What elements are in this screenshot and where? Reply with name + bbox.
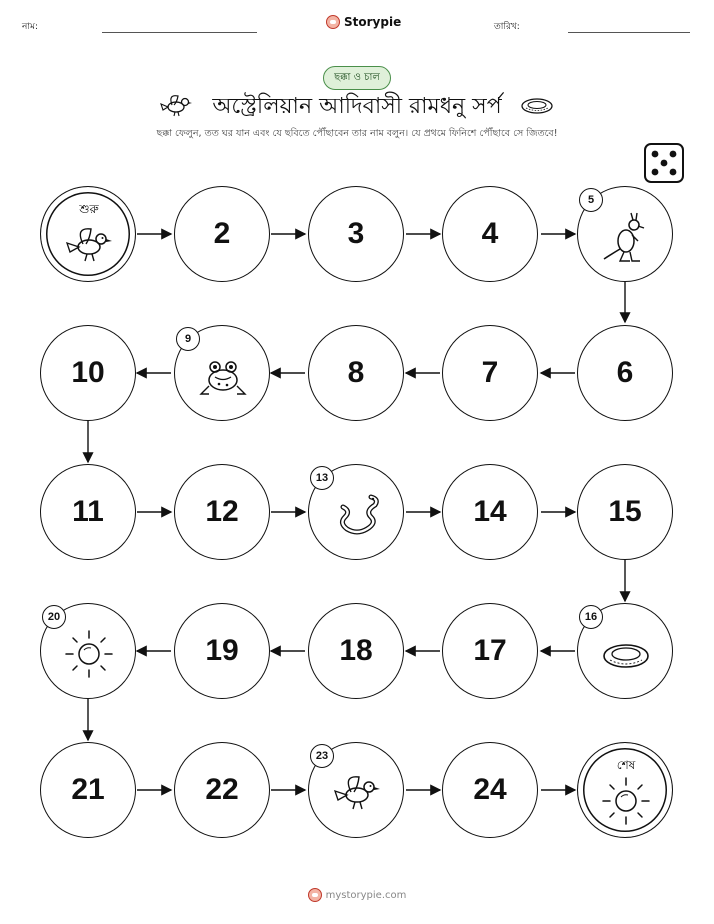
bird-icon [331, 767, 383, 819]
space-number: 21 [71, 773, 105, 806]
logo-text: Storypie [344, 15, 402, 29]
game-type-badge: ছক্কা ও চাল [323, 66, 391, 90]
board-space-7[interactable] [442, 325, 538, 421]
board-space-12[interactable] [174, 464, 270, 560]
sun-icon [600, 775, 652, 827]
start-label: শুরু [79, 202, 99, 216]
name-label: নাম: [22, 22, 39, 32]
instructions: ছক্কা ফেলুন, তত ঘর যান এবং যে ছবিতে পৌঁছাবেন তার নাম বলুন। যে প্রথমে ফিনিশে পৌঁছাবে সে জিতবে! [156, 128, 558, 139]
space-number: 6 [616, 356, 634, 389]
start-space[interactable] [40, 186, 136, 282]
space-number: 19 [205, 634, 239, 667]
space-number-tag: 20 [42, 605, 66, 629]
footer [0, 888, 714, 902]
board-space-3[interactable] [308, 186, 404, 282]
space-number-tag: 16 [579, 605, 603, 629]
space-number-tag: 23 [310, 744, 334, 768]
space-number: 2 [213, 217, 231, 250]
footer-logo-icon [308, 888, 322, 902]
board-space-15[interactable] [577, 464, 673, 560]
board-space-14[interactable] [442, 464, 538, 560]
board-space-4[interactable] [442, 186, 538, 282]
bird-icon [63, 219, 115, 271]
space-number: 22 [205, 773, 239, 806]
space-number: 3 [347, 217, 365, 250]
board-space-8[interactable] [308, 325, 404, 421]
space-number: 4 [481, 217, 499, 250]
sun-icon [63, 628, 115, 680]
board-space-22[interactable] [174, 742, 270, 838]
space-number: 15 [608, 495, 642, 528]
frog-icon [197, 350, 249, 402]
space-number: 17 [473, 634, 507, 667]
space-number-tag: 13 [310, 466, 334, 490]
space-number: 8 [347, 356, 365, 389]
space-number: 18 [339, 634, 373, 667]
board-space-19[interactable] [174, 603, 270, 699]
space-number-tag: 9 [176, 327, 200, 351]
waterhole-icon [600, 628, 652, 680]
finish-space[interactable] [577, 742, 673, 838]
board-space-24[interactable] [442, 742, 538, 838]
board-space-10[interactable] [40, 325, 136, 421]
snake-icon [331, 489, 383, 541]
date-label: তারিখ: [494, 22, 520, 32]
board-space-17[interactable] [442, 603, 538, 699]
board-space-11[interactable] [40, 464, 136, 560]
space-number-tag: 5 [579, 188, 603, 212]
board-space-2[interactable] [174, 186, 270, 282]
board-space-6[interactable] [577, 325, 673, 421]
kangaroo-icon [600, 211, 652, 263]
board-space-21[interactable] [40, 742, 136, 838]
space-number: 7 [481, 356, 499, 389]
footer-url[interactable]: mystorypie.com [325, 889, 407, 901]
space-number: 24 [473, 773, 507, 806]
space-number: 10 [71, 356, 105, 389]
space-number: 11 [72, 495, 104, 528]
space-number: 12 [205, 495, 239, 528]
space-number: 14 [473, 495, 507, 528]
page-title: অস্ট্রেলিয়ান আদিবাসী রামধনু সর্প [212, 94, 502, 119]
board-space-18[interactable] [308, 603, 404, 699]
finish-label: শেষ [616, 758, 636, 772]
